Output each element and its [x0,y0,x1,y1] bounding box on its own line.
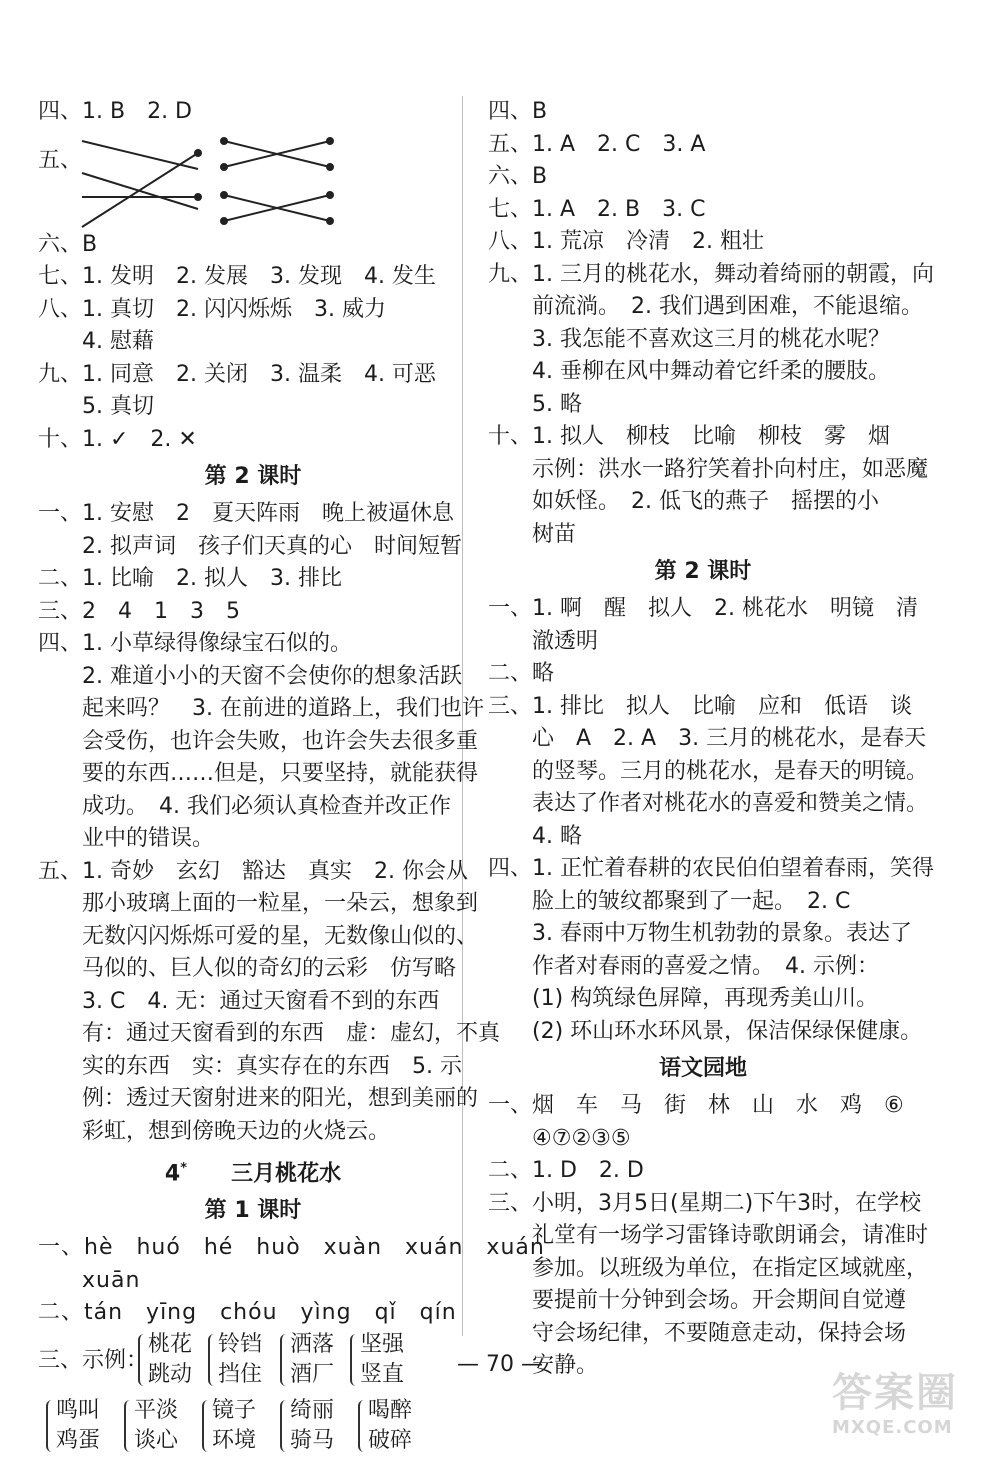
word-pair [290,1396,334,1456]
word: 竖直 [360,1361,405,1387]
section-heading: 第 2 课时 [204,464,302,489]
section-heading: 第 1 课时 [204,1198,302,1223]
word: 鸡蛋 [56,1427,101,1453]
answer-line: 一、1. 啊 醒 拟人 2. 桃花水 明镜 清 [488,596,918,621]
lesson-title-text: 三月桃花水 [231,1161,342,1187]
answer-line: (2) 环山环水环风景，保洁保绿保健康。 [532,1018,923,1044]
word-pair [368,1396,412,1456]
word: 绮丽 [290,1397,335,1423]
answer-line: 四、B [488,99,548,124]
answer-line: 那小玻璃上面的一粒星，一朵云，想象到 [82,891,479,916]
answer-line: 参加。以班级为单位，在指定区域就座， [532,1255,929,1281]
word: 谈心 [134,1427,179,1453]
word: 洒落 [290,1331,335,1357]
answer-line: 实的东西 实：真实存在的东西 5. 示 [82,1053,462,1079]
word: 酒厂 [290,1361,335,1387]
word: 镜子 [212,1397,257,1423]
answer-line: 4. 略 [532,823,582,849]
answer-line: 三、1. 排比 拟人 比喻 应和 低语 谈 [488,693,912,719]
word-pair [134,1396,178,1456]
match-dot [327,192,333,198]
answer-line: 要的东西……但是，只要坚持，就能获得 [82,761,479,786]
answer-line: 一、1. 安慰 2 夏天阵雨 晚上被逼休息 [38,501,454,526]
matching-lines-svg [82,129,382,229]
answer-line: 六、B [488,164,548,189]
word: 环境 [212,1427,257,1453]
answer-line: 九、1. 同意 2. 关闭 3. 温柔 4. 可恶 [38,361,436,387]
lesson-star: * [180,1161,188,1176]
answer-line: 要提前十分钟到会场。开会期间自觉遵 [532,1288,907,1313]
word: 挡住 [218,1361,263,1387]
answer-line: 的竖琴。三月的桃花水，是春天的明镜。 [532,758,929,784]
answer-label: 三、示例： [38,1347,149,1373]
match-dot [327,218,333,224]
answer-line: 三、2 4 1 3 5 [38,598,240,624]
answer-line: 示例：洪水一路狞笑着扑向村庄，如恶魔 [532,456,929,482]
answer-line: 二、1. 比喻 2. 拟人 3. 排比 [38,566,342,591]
lesson-title [38,1148,468,1190]
answer-line: 七、1. 发明 2. 发展 3. 发现 4. 发生 [38,264,436,289]
answer-line: 四、1. 正忙着春耕的农民伯伯望着春雨，笑得 [488,856,934,881]
answer-line: 5. 真切 [82,394,154,419]
answer-line: 守会场纪律，不要随意走动，保持会场 [532,1320,907,1346]
match-dot [327,164,333,170]
match-dot [195,150,201,156]
answer-line: 表达了作者对桃花水的喜爱和赞美之情。 [532,791,929,816]
answer-label: 五、 [38,147,83,173]
word: 铃铛 [218,1331,263,1357]
answer-line: 3. 我怎能不喜欢这三月的桃花水呢？ [532,326,890,352]
answer-line: 一、烟 车 马 街 林 山 水 鸡 ⑥ [488,1093,904,1118]
answer-line: 作者对春雨的喜爱之情。 4. 示例： [532,953,879,979]
section-heading: 语文园地 [658,1056,747,1081]
answer-line: 2. 拟声词 孩子们天真的心 时间短暂 [82,533,462,559]
answer-line: 九、1. 三月的桃花水，舞动着绮丽的朝霞，向 [488,261,934,287]
answer-line: 树苗 [532,521,577,547]
watermark-url: MXQE.COM [832,1417,953,1438]
section-heading: 第 2 课时 [654,559,752,584]
answer-line: 成功。 4. 我们必须认真检查并改正作 [82,793,451,819]
word: 骑马 [290,1427,335,1453]
answer-line: 有：通过天窗看到的东西 虚：虚幻，不真 [82,1021,501,1046]
answer-line: 三、小明，3月5日(星期二)下午3时，在学校 [488,1190,922,1216]
match-dot [327,138,333,144]
answer-line: 2. 难道小小的天窗不会使你的想象活跃 [82,663,462,689]
answer-line: 起来吗？ 3. 在前进的道路上，我们也许 [82,696,484,721]
answer-line: 五、1. 奇妙 玄幻 豁达 真实 2. 你会从 [38,858,468,884]
answer-line: 一、hè huó hé huò xuàn xuán xuán [38,1235,545,1260]
matching-diagram [38,129,468,229]
answer-line: 二、tán yīng chóu yìng qǐ qín [38,1300,457,1325]
answer-line: 七、1. A 2. B 3. C [488,196,706,222]
match-dot [221,138,227,144]
answer-line: 八、1. 真切 2. 闪闪烁烁 3. 威力 [38,296,386,322]
word: 鸣叫 [56,1397,101,1423]
answer-line: 八、1. 荒凉 冷清 2. 粗壮 [488,229,764,254]
word-pair [212,1396,256,1456]
answer-line: 二、略 [488,661,555,686]
answer-line: xuān [82,1267,141,1293]
watermark-text: 答案圈 [832,1370,958,1416]
word-pair [56,1396,100,1456]
word-brace-row [38,1396,468,1462]
answer-line: 礼堂有一场学习雷锋诗歌朗诵会，请准时 [532,1223,929,1248]
match-dot [221,218,227,224]
match-dot [221,192,227,198]
answer-line: 4. 慰藉 [82,329,154,354]
answer-line: 3. C 4. 无：通过天窗看不到的东西 [82,988,440,1014]
word: 坚强 [360,1331,405,1357]
answer-line: 六、B [38,231,98,257]
answer-line: 马似的、巨人似的奇幻的云彩 仿写略 [82,956,457,981]
answer-line: (1) 构筑绿色屏障，再现秀美山川。 [532,986,879,1011]
match-dot [195,194,201,200]
answer-line: 四、1. 小草绿得像绿宝石似的。 [38,631,352,656]
answer-line: 十、1. 拟人 柳枝 比喻 柳枝 雾 烟 [488,424,890,449]
answer-line: 会受伤，也许会失败，也许会失去很多重 [82,728,479,754]
watermark-logo [832,1370,982,1448]
answer-line: ④⑦②③⑤ [532,1125,631,1151]
answer-line: 二、1. D 2. D [488,1158,644,1183]
answer-line: 十、1. ✓ 2. ✕ [38,426,197,452]
answer-line: 例：透过天窗射进来的阳光，想到美丽的 [82,1086,479,1111]
answer-line: 澈透明 [532,628,599,654]
answer-line: 彩虹，想到傍晚天边的火烧云。 [82,1118,391,1144]
answer-line: 四、1. B 2. D [38,99,193,124]
answer-line: 5. 略 [532,391,582,417]
answer-line: 心 A 2. A 3. 三月的桃花水，是春天 [532,726,927,751]
word: 跳动 [148,1361,193,1387]
answer-line: 脸上的皱纹都聚到了一起。 2. C [532,888,851,914]
answer-line: 五、1. A 2. C 3. A [488,131,706,157]
answer-line: 前流淌。 2. 我们遇到困难，不能退缩。 [532,294,923,319]
answer-line: 3. 春雨中万物生机勃勃的景象。表达了 [532,921,912,946]
word: 平淡 [134,1397,179,1423]
word: 破碎 [368,1427,413,1453]
answer-line: 无数闪闪烁烁可爱的星，无数像山似的、 [82,923,479,949]
match-dot [221,164,227,170]
answer-line: 如妖怪。 2. 低飞的燕子 摇摆的小 [532,489,879,514]
answer-line: 安静。 [532,1353,599,1378]
answer-line: 4. 垂柳在风中舞动着它纤柔的腰肢。 [532,359,890,384]
answer-line: 业中的错误。 [82,826,215,851]
match-line [82,153,198,227]
page-number: — 70 — [457,1352,543,1377]
right-column [488,96,934,1383]
word: 桃花 [148,1331,193,1357]
lesson-number: 4 [164,1161,181,1187]
word: 喝醉 [368,1397,413,1423]
